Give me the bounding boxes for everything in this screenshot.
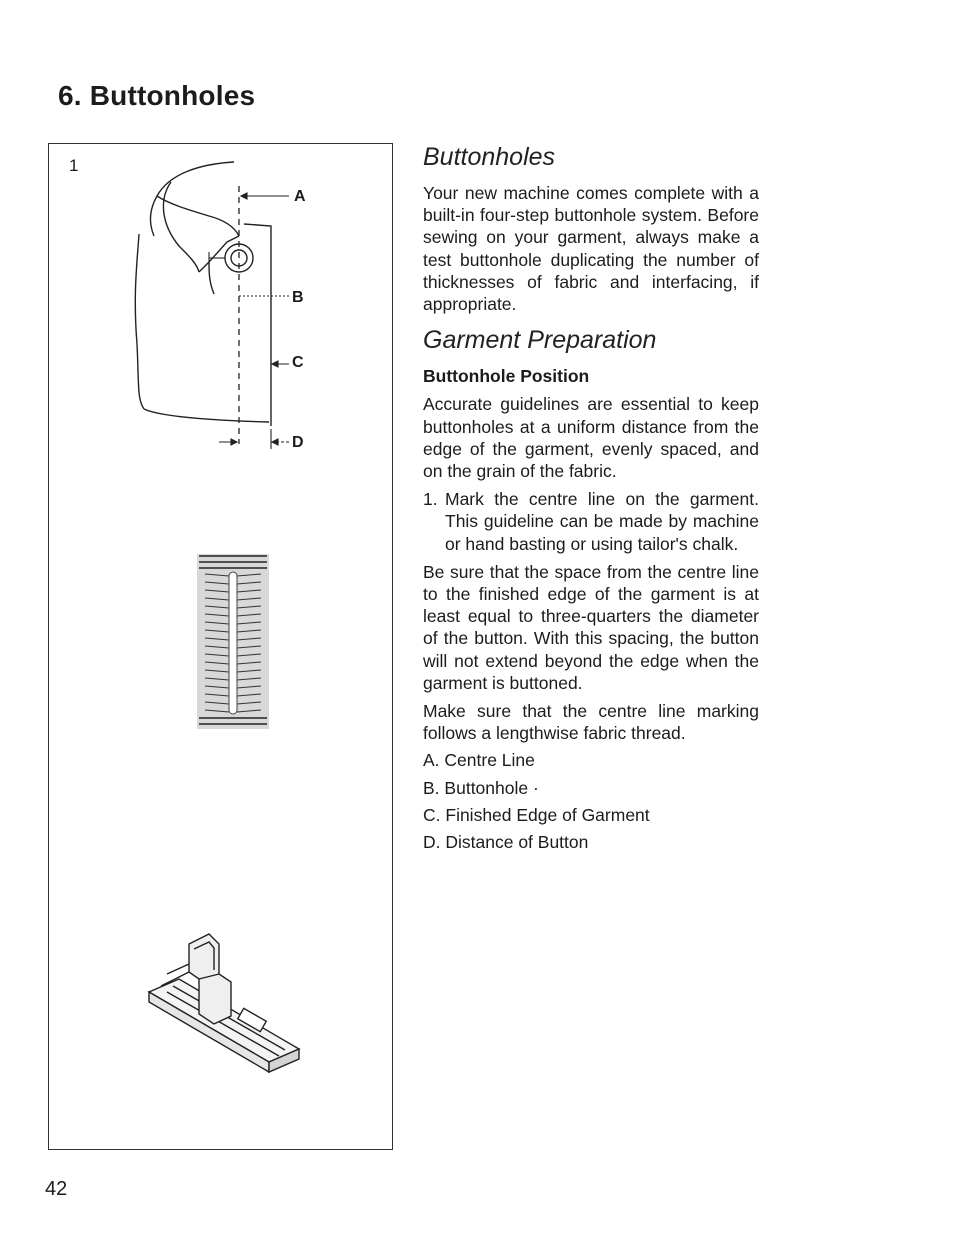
legend-item: B. Buttonhole · [423, 777, 539, 798]
figure-panel [48, 143, 393, 1150]
intro-paragraph: Your new machine comes complete with a built-in four-step buttonhole system. Before sewing on your garment, always make a test buttonhole duplicating the number of thicknesses of fabric and interfacing, if appropriate. [423, 183, 759, 315]
paragraph-guidelines: Accurate guidelines are essential to keep buttonholes at a uniform distance from the edge of the garment, evenly spaced, and on the grain of the fabric. [423, 394, 759, 482]
paragraph-lengthwise: Make sure that the centre line marking follows a lengthwise fabric thread. [423, 701, 759, 744]
section-heading-buttonholes: Buttonholes [423, 143, 556, 171]
shirt-collar-illustration [135, 162, 271, 426]
page-number: 42 [45, 1178, 68, 1200]
label-c: C [292, 354, 304, 371]
step-1 [423, 488, 759, 555]
buttonhole-stitch-illustration [197, 554, 269, 729]
figure-illustrations [49, 144, 394, 1151]
legend-item: C. Finished Edge of Garment [423, 804, 650, 825]
subheading-buttonhole-position: Buttonhole Position [423, 366, 590, 387]
buttonhole-foot-illustration [149, 934, 299, 1072]
legend-item: A. Centre Line [423, 750, 535, 771]
step-1-text: Mark the centre line on the garment. This guideline can be made by machine or hand basting or using tailor's chalk. [445, 489, 759, 554]
section-heading-garment-preparation: Garment Preparation [423, 326, 657, 355]
step-1-number: 1. [423, 489, 438, 510]
page-title: 6. Buttonholes [58, 80, 256, 111]
legend-list [423, 749, 759, 853]
label-a: A [294, 188, 306, 205]
label-d: D [292, 434, 304, 451]
label-b: B [292, 289, 304, 306]
text-column [423, 142, 759, 853]
figure-number: 1 [69, 156, 79, 175]
legend-item: D. Distance of Button [423, 832, 589, 853]
paragraph-spacing: Be sure that the space from the centre line to the finished edge of the garment is at least equal to three-quarters the diameter of the button. With this spacing, the button will not extend beyond the edge when the garment is buttoned. [423, 561, 759, 693]
